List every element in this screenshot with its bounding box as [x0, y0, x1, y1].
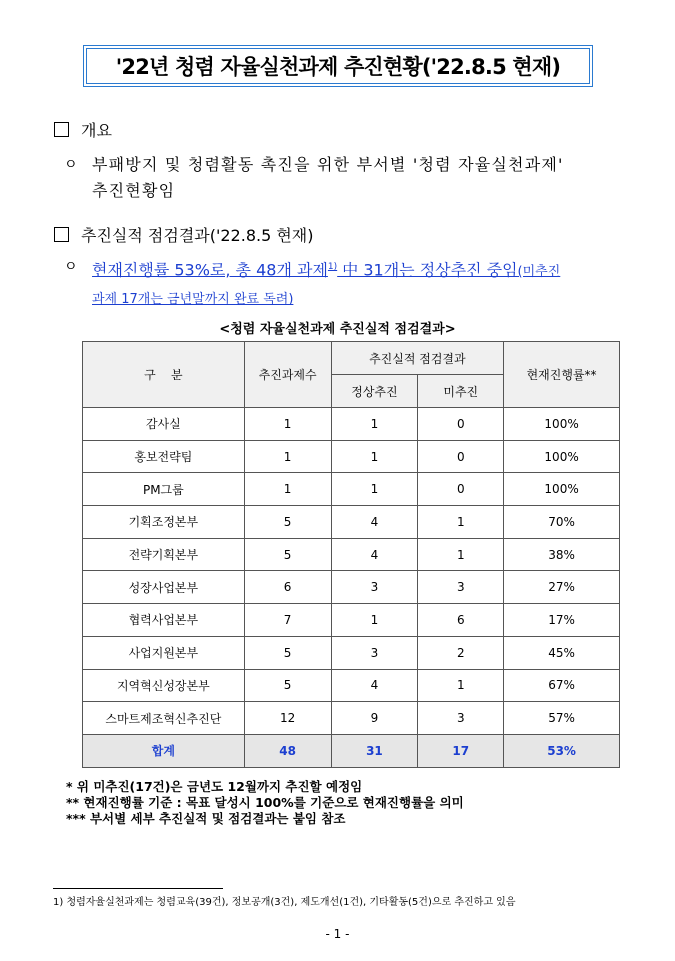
footnote-divider — [53, 888, 223, 889]
section-results-heading — [54, 223, 314, 246]
total-not-started: 17 — [418, 734, 504, 767]
section-results-label: 추진실적 점검결과('22.8.5 현재) — [81, 226, 314, 245]
cell-tasks: 7 — [244, 604, 331, 637]
results-main-text: 현재진행률 53%로, 총 48개 과제 — [92, 260, 328, 280]
circle-bullet-icon: ㅇ — [64, 157, 78, 173]
cell-name: 지역혁신성장본부 — [83, 669, 245, 702]
cell-normal: 4 — [331, 506, 418, 539]
table-row — [83, 669, 620, 702]
note-1: * 위 미추진(17건)은 금년도 12월까지 추진할 예정임 — [66, 779, 363, 794]
cell-progress: 70% — [504, 506, 620, 539]
title-box — [86, 48, 590, 84]
cell-not-started: 1 — [418, 506, 504, 539]
checkbox-square-icon — [54, 122, 69, 137]
cell-not-started: 1 — [418, 538, 504, 571]
cell-not-started: 0 — [418, 440, 504, 473]
footnote-ref: 1) — [327, 262, 338, 272]
cell-tasks: 12 — [244, 702, 331, 735]
total-row — [83, 734, 620, 767]
results-table — [82, 341, 620, 768]
results-paren2: 과제 17개는 금년말까지 완료 독려) — [92, 292, 294, 308]
section-overview-label: 개요 — [81, 121, 112, 140]
cell-not-started: 3 — [418, 702, 504, 735]
results-paren1: (미추진 — [517, 264, 561, 280]
note-2: ** 현재진행률 기준 : 목표 달성시 100%를 기준으로 현재진행률을 의미 — [66, 795, 464, 810]
header-result-group: 추진실적 점검결과 — [331, 342, 504, 375]
cell-normal: 4 — [331, 538, 418, 571]
cell-not-started: 0 — [418, 473, 504, 506]
cell-normal: 1 — [331, 473, 418, 506]
cell-normal: 9 — [331, 702, 418, 735]
cell-progress: 38% — [504, 538, 620, 571]
results-bullet — [64, 254, 644, 313]
cell-not-started: 1 — [418, 669, 504, 702]
table-row — [83, 636, 620, 669]
cell-not-started: 3 — [418, 571, 504, 604]
checkbox-square-icon — [54, 227, 69, 242]
table-caption: <청렴 자율실천과제 추진실적 점검결과> — [219, 322, 456, 337]
cell-progress: 17% — [504, 604, 620, 637]
cell-progress: 67% — [504, 669, 620, 702]
total-tasks: 48 — [244, 734, 331, 767]
cell-normal: 4 — [331, 669, 418, 702]
cell-name: 협력사업본부 — [83, 604, 245, 637]
cell-name: 스마트제조혁신추진단 — [83, 702, 245, 735]
footnote-text: 1) 청렴자율실천과제는 청렴교육(39건), 정보공개(3건), 제도개선(1건), 기타활동(5건)으로 추진하고 있음 — [53, 897, 516, 908]
header-progress: 현재진행률** — [504, 342, 620, 408]
cell-tasks: 5 — [244, 538, 331, 571]
table-row — [83, 408, 620, 441]
cell-tasks: 5 — [244, 669, 331, 702]
header-tasks: 추진과제수 — [244, 342, 331, 408]
cell-name: 사업지원본부 — [83, 636, 245, 669]
overview-line1: 부패방지 및 청렴활동 촉진을 위한 부서별 '청렴 자율실천과제' — [92, 155, 564, 174]
cell-tasks: 5 — [244, 506, 331, 539]
cell-tasks: 1 — [244, 408, 331, 441]
cell-progress: 27% — [504, 571, 620, 604]
header-division: 구 분 — [83, 342, 245, 408]
cell-progress: 100% — [504, 408, 620, 441]
table-notes — [66, 779, 464, 827]
cell-name: 홍보전략팀 — [83, 440, 245, 473]
cell-tasks: 1 — [244, 473, 331, 506]
cell-progress: 45% — [504, 636, 620, 669]
cell-normal: 3 — [331, 636, 418, 669]
cell-progress: 100% — [504, 440, 620, 473]
table-row — [83, 538, 620, 571]
document-title: '22년 청렴 자율실천과제 추진현황('22.8.5 현재) — [115, 55, 561, 79]
header-not-started: 미추진 — [418, 375, 504, 408]
table-row — [83, 506, 620, 539]
table-row — [83, 440, 620, 473]
cell-tasks: 6 — [244, 571, 331, 604]
cell-name: 성장사업본부 — [83, 571, 245, 604]
overview-bullet — [64, 152, 644, 204]
cell-name: 기획조정본부 — [83, 506, 245, 539]
total-progress: 53% — [504, 734, 620, 767]
page-number: - 1 - — [325, 927, 350, 941]
section-overview-heading — [54, 118, 112, 141]
cell-normal: 1 — [331, 440, 418, 473]
cell-progress: 57% — [504, 702, 620, 735]
cell-not-started: 6 — [418, 604, 504, 637]
results-main-text2: 中 31개는 정상추진 중임 — [337, 260, 518, 280]
cell-tasks: 5 — [244, 636, 331, 669]
table-row — [83, 604, 620, 637]
total-name: 합계 — [83, 734, 245, 767]
cell-name: 감사실 — [83, 408, 245, 441]
table-row — [83, 473, 620, 506]
cell-progress: 100% — [504, 473, 620, 506]
cell-normal: 3 — [331, 571, 418, 604]
total-normal: 31 — [331, 734, 418, 767]
cell-name: 전략기획본부 — [83, 538, 245, 571]
cell-not-started: 0 — [418, 408, 504, 441]
table-row — [83, 702, 620, 735]
table-row — [83, 571, 620, 604]
note-3: *** 부서별 세부 추진실적 및 점검결과는 붙임 참조 — [66, 811, 346, 826]
cell-name: PM그룹 — [83, 473, 245, 506]
circle-bullet-icon: ㅇ — [64, 259, 78, 275]
cell-not-started: 2 — [418, 636, 504, 669]
overview-line2: 추진현황임 — [92, 181, 176, 200]
header-normal: 정상추진 — [331, 375, 418, 408]
cell-tasks: 1 — [244, 440, 331, 473]
cell-normal: 1 — [331, 408, 418, 441]
cell-normal: 1 — [331, 604, 418, 637]
